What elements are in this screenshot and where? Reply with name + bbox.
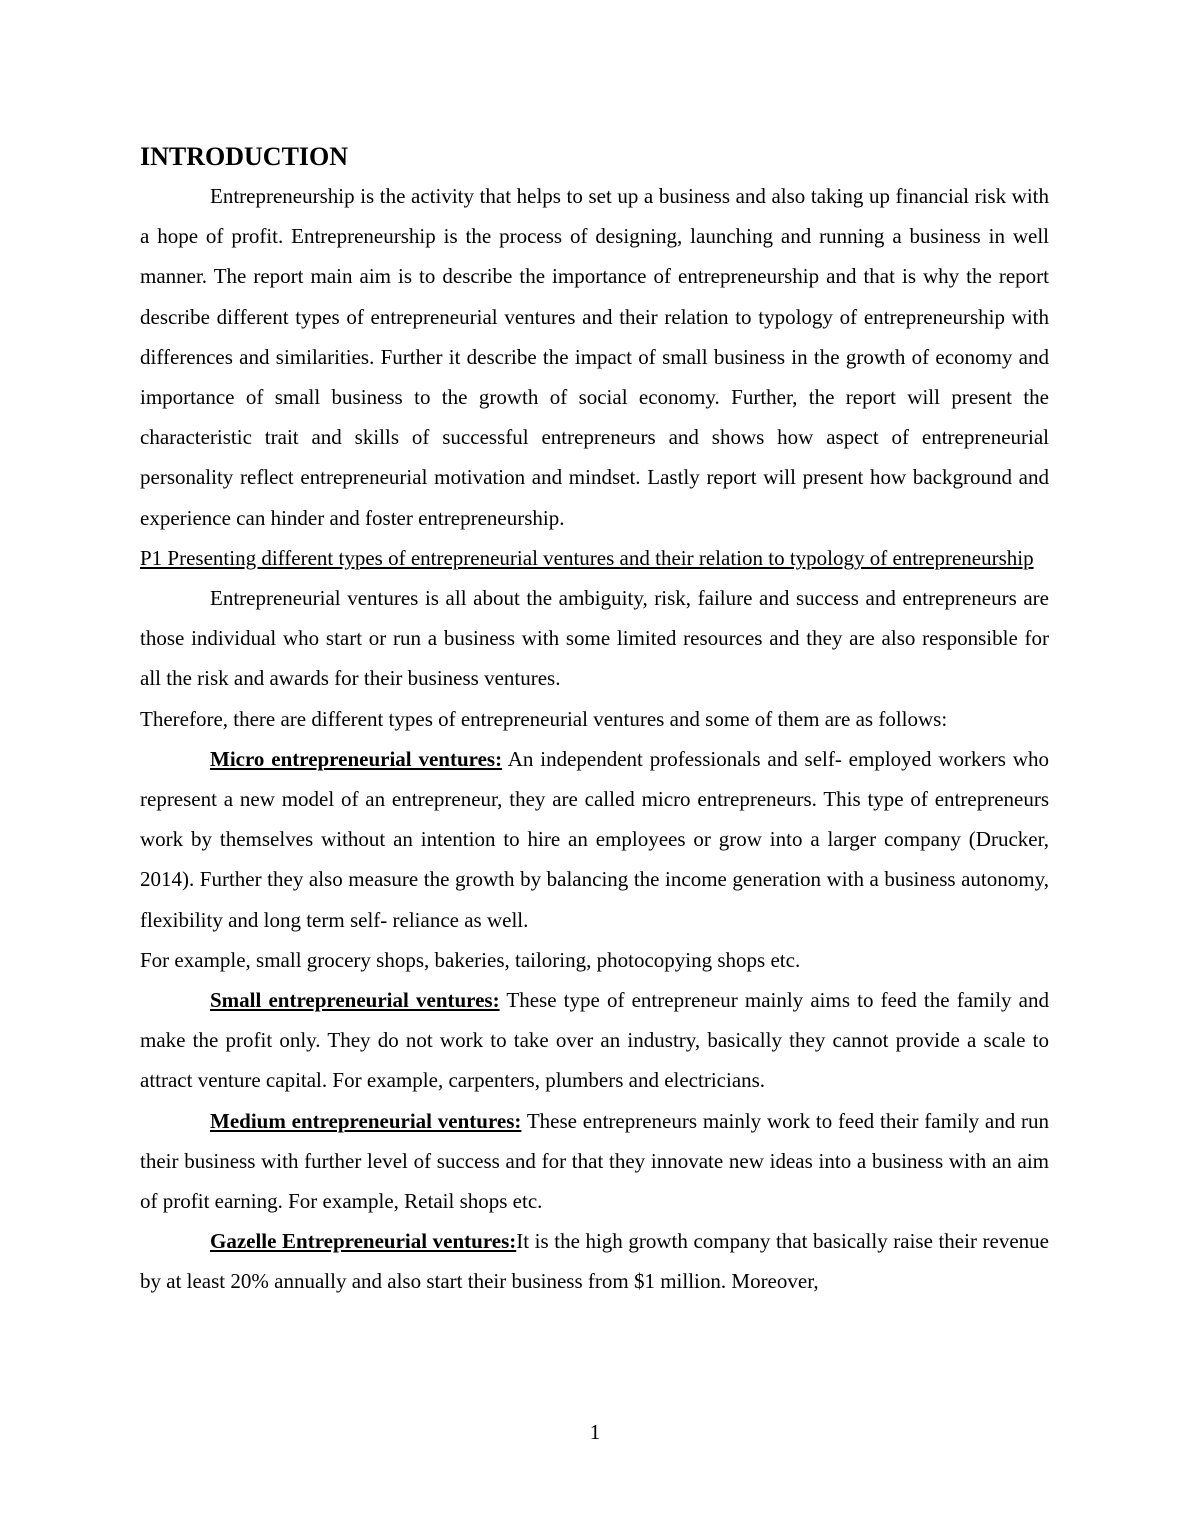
small-ventures-term: Small entrepreneurial ventures: [210,988,500,1013]
page-content [140,140,1049,1302]
small-ventures-paragraph [140,980,1049,1101]
gazelle-ventures-paragraph [140,1221,1049,1301]
section-paragraph: Entrepreneurial ventures is all about the ambiguity, risk, failure and success and entrepreneurs are those individual who start or run a business with some limited resources and they are also responsible for all the risk and awards for their business ventures. [140,586,1049,691]
micro-ventures-text: An independent professionals and self- employed workers who represent a new model of an entrepreneur, they are called micro entrepreneurs. This type of entrepreneurs work by themselves without an intention to hire an employees or grow into a larger company (Drucker, 2014). Further they also measure the growth by balancing the income generation with a business autonomy, flexibility and long term self- reliance as well. [140,746,1049,932]
micro-ventures-paragraph [140,739,1049,940]
medium-ventures-text: These entrepreneurs mainly work to feed their family and run their business with further level of success and for that they innovate new ideas into a business with an aim of profit earning. For example, Retail shops etc. [140,1108,1049,1214]
types-intro-paragraph: Therefore, there are different types of entrepreneurial ventures and some of them are as follows: [140,706,948,731]
micro-ventures-term: Micro entrepreneurial ventures: [210,746,503,771]
gazelle-ventures-text: It is the high growth company that basically raise their revenue by at least 20% annually and also start their business from $1 million. Moreover, [140,1229,1049,1294]
page-number: 1 [589,1420,601,1444]
page-heading: INTRODUCTION [140,142,349,171]
intro-paragraph: Entrepreneurship is the activity that helps to set up a business and also taking up financial risk with a hope of profit. Entrepreneurship is the process of designing, launching and running a business in well manner. The report main aim is to describe the importance of entrepreneurship and that is why the report describe different types of entrepreneurial ventures and their relation to typology of entrepreneurship with differences and similarities. Further it describe the impact of small business in the growth of economy and importance of small business to the growth of social economy. Further, the report will present the characteristic trait and skills of successful entrepreneurs and shows how aspect of entrepreneurial personality reflect entrepreneurial motivation and mindset. Lastly report will present how background and experience can hinder and foster entrepreneurship. [140,184,1049,530]
medium-ventures-term: Medium entrepreneurial ventures: [210,1108,522,1133]
section-title: P1 Presenting different types of entrepreneurial ventures and their relation to typology of entrepreneurship [140,545,1034,570]
medium-ventures-paragraph [140,1101,1049,1222]
micro-example-paragraph: For example, small grocery shops, bakeries, tailoring, photocopying shops etc. [140,947,801,972]
small-ventures-text: These type of entrepreneur mainly aims to feed the family and make the profit only. They do not work to take over an industry, basically they cannot provide a scale to attract venture capital. For example, carpenters, plumbers and electricians. [140,988,1049,1093]
gazelle-ventures-term: Gazelle Entrepreneurial ventures: [210,1229,517,1254]
